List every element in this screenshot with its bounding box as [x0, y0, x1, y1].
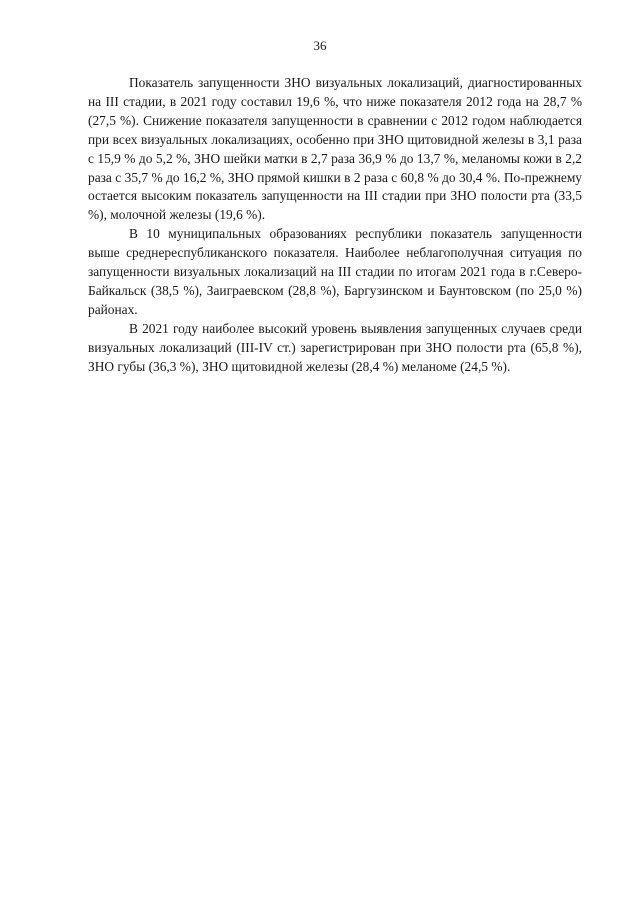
page-number: 36: [313, 38, 327, 53]
text-body: [88, 74, 582, 377]
paragraph-highest-detection: В 2021 году наиболее высокий уровень выявления запущенных случаев среди визуальных локализаций (III-IV ст.) зарегистрирован при ЗНО полости рта (65,8 %), ЗНО губы (36,3 %), ЗНО щитовидной железы (28,4 %) меланоме (24,5 %).: [88, 320, 582, 374]
paragraph-late-stage-indicator: Показатель запущенности ЗНО визуальных локализаций, диагностированных на III стадии, в 2021 году составил 19,6 %, что ниже показателя 2012 года на 28,7 % (27,5 %). Снижение показателя запущенности в сравнении с 2012 годом наблюдается при всех визуальных локализациях, особенно при ЗНО щитовидной железы в 3,1 раза с 15,9 % до 5,2 %, ЗНО шейки матки в 2,7 раза 36,9 % до 13,7 %, меланомы кожи в 2,2 раза с 35,7 % до 16,2 %, ЗНО прямой кишки в 2 раза с 60,8 % до 30,4 %. По-прежнему остается высоким показатель запущенности на III стадии при ЗНО полости рта (33,5 %), молочной железы (19,6 %).: [88, 75, 582, 223]
paragraph-municipal-districts: В 10 муниципальных образованиях республики показатель запущенности выше среднереспубликанского показателя. Наиболее неблагополучная ситуация по запущенности визуальных локализаций на III стадии по итогам 2021 года в г.Северо-Байкальск (38,5 %), Заиграевском (28,8 %), Баргузинском и Баунтовском (по 25,0 %) районах.: [88, 226, 582, 317]
